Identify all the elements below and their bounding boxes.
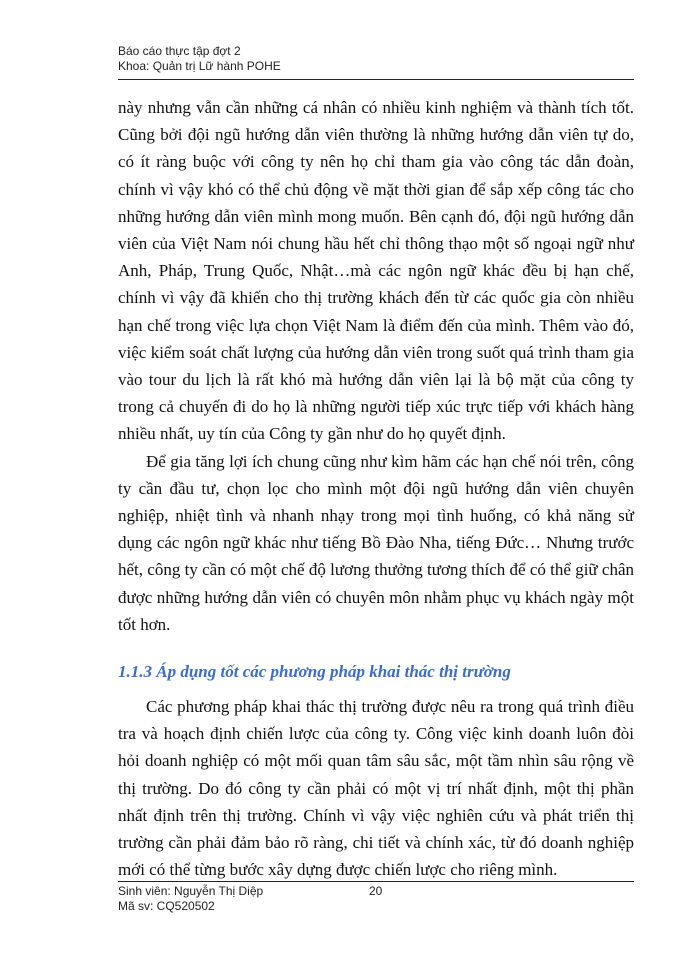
header-divider <box>118 79 634 80</box>
document-body <box>118 94 634 883</box>
student-name: Sinh viên: Nguyễn Thị Diệp <box>118 884 264 898</box>
report-title: Báo cáo thực tập đợt 2 <box>118 44 241 58</box>
page-number: 20 <box>369 884 383 898</box>
section-heading: 1.1.3 Áp dụng tốt các phương pháp khai thác thị trường <box>118 662 511 682</box>
paragraph-market-methods: Các phương pháp khai thác thị trường được nêu ra trong quá trình điều tra và hoạch định chiến lược của công ty. Công việc kinh doanh luôn đòi hỏi doanh nghiệp có một mối quan tâm sâu sắc, một tầm nhìn sâu rộng về thị trường. Do đó công ty cần phải có một vị trí nhất định, một thị phần nhất định trên thị trường. Chính vì vậy việc nghiên cứu và phát triển thị trường cần phải đảm bảo rõ ràng, chi tiết và chính xác, từ đó doanh nghiệp mới có thể từng bước xây dựng được chiến lược cho riêng mình. <box>118 697 634 880</box>
footer-divider <box>118 881 634 882</box>
paragraph-guides: này nhưng vẫn cần những cá nhân có nhiều kinh nghiệm và thành tích tốt. Cũng bởi đội ngũ hướng dẫn viên thường là những hướng dẫn viên tự do, có ít ràng buộc với công ty nên họ chỉ tham gia vào công tác dẫn đoàn, chính vì vậy khó có thể chủ động về mặt thời gian để sắp xếp công tác cho những hướng dẫn viên mình mong muốn. Bên cạnh đó, đội ngũ hướng dẫn viên của Việt Nam nói chung hầu hết chỉ thông thạo một số ngoại ngữ như Anh, Pháp, Trung Quốc, Nhật…mà các ngôn ngữ khác đều bị hạn chế, chính vì vậy đã khiến cho thị trường khách đến từ các quốc gia còn nhiều hạn chế trong việc lựa chọn Việt Nam là điểm đến của mình. Thêm vào đó, việc kiểm soát chất lượng của hướng dẫn viên trong suốt quá trình tham gia vào tour du lịch là rất khó mà hướng dẫn viên lại là bộ mặt của công ty trong cả chuyến đi do họ là những người tiếp xúc trực tiếp với khách hàng nhiều nhất, uy tín của Công ty gần như do họ quyết định. <box>118 98 634 444</box>
student-id: Mã sv: CQ520502 <box>118 899 215 913</box>
page-header <box>118 44 634 74</box>
department-label: Khoa: Quản trị Lữ hành POHE <box>118 59 281 73</box>
paragraph-investment: Để gia tăng lợi ích chung cũng như kìm hãm các hạn chế nói trên, công ty cần đầu tư, chọn lọc cho mình một đội ngũ hướng dẫn viên chuyên nghiệp, nhiệt tình và nhanh nhạy trong mọi tình huống, có khả năng sử dụng các ngôn ngữ khác như tiếng Bồ Đào Nha, tiếng Đức… Nhưng trước hết, công ty cần có một chế độ lương thưởng tương thích để có thể giữ chân được những hướng dẫn viên có chuyên môn nhằm phục vụ khách ngày một tốt hơn. <box>118 451 634 634</box>
